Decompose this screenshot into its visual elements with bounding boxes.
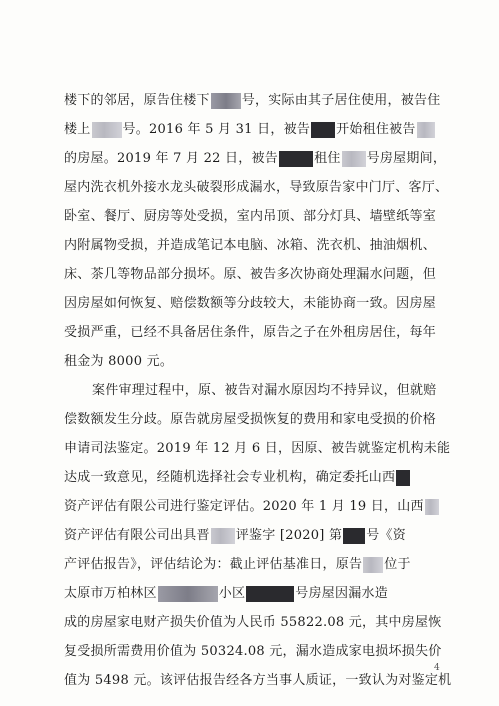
text-segment: 复受损所需费用价值为 50324.08 元，漏水造成家电损坏损失价 — [64, 644, 442, 659]
redaction-block — [211, 93, 241, 109]
redaction-block — [425, 499, 439, 515]
redaction-block — [211, 528, 235, 544]
text-line-20 — [64, 643, 442, 661]
redaction-block — [279, 151, 313, 167]
text-line-4 — [64, 179, 449, 197]
text-line-21 — [64, 672, 452, 690]
text-line-3 — [64, 150, 447, 168]
text-segment: 号。2016 年 5 月 31 日，被告 — [122, 122, 311, 137]
redaction-block — [158, 586, 218, 602]
text-line-11 — [92, 382, 436, 400]
text-segment: 号，实际由其子居住使用，被告住 — [241, 93, 441, 108]
text-segment: 评鉴字 [2020] 第 — [235, 528, 343, 543]
text-line-16 — [64, 527, 436, 545]
text-line-15 — [64, 498, 436, 516]
text-segment: 的房屋。2019 年 7 月 22 日，被告 — [64, 151, 279, 166]
text-line-6 — [64, 237, 436, 255]
text-segment: 号房屋期间， — [366, 151, 447, 166]
text-segment: 成的房屋家电财产损失价值为人民币 55822.08 元，其中房屋恢 — [64, 615, 442, 630]
text-segment: 值为 5498 元。该评估报告经各方当事人质证，一致认为对鉴定机 — [64, 673, 452, 688]
redaction-block — [92, 122, 122, 138]
text-segment: 楼下的邻居，原告住楼下 — [64, 93, 210, 108]
text-line-12 — [64, 411, 436, 429]
text-segment: 号《资 — [366, 528, 407, 543]
redaction-block — [363, 557, 383, 573]
redaction-block — [311, 122, 335, 138]
text-segment: 太原市万柏林区 — [64, 586, 157, 601]
text-segment: 产评估报告》，评估结论为：截止评估基准日，原告 — [64, 557, 363, 572]
text-segment: 案件审理过程中，原、被告对漏水原因均不持异议，但就赔 — [92, 383, 437, 398]
text-segment: 床、茶几等物品部分损坏。原、被告多次协商处理漏水问题，但 — [64, 267, 436, 282]
text-segment: 达成一致意见，经随机选择社会专业机构，确定委托山西 — [64, 470, 396, 485]
text-segment: 卧室、餐厅、厨房等处受损，室内吊顶、部分灯具、墙壁纸等室 — [64, 209, 436, 224]
text-line-13 — [64, 440, 451, 458]
text-segment: 号房屋因漏水造 — [295, 586, 389, 601]
text-line-10 — [64, 353, 436, 371]
text-line-9 — [64, 324, 436, 342]
text-segment: 因房屋如何恢复、赔偿数额等分歧较大，未能协商一致。因房屋 — [64, 296, 436, 311]
text-line-19 — [64, 614, 442, 632]
text-line-14 — [64, 469, 436, 487]
redaction-block — [396, 470, 410, 486]
text-segment: 楼上 — [64, 122, 91, 137]
redaction-block — [342, 151, 366, 167]
page-number: 4 — [434, 663, 440, 673]
text-segment: 资产评估有限公司进行鉴定评估。2020 年 1 月 19 日，山西 — [64, 499, 424, 514]
text-segment: 屋内洗衣机外接水龙头破裂形成漏水，导致原告家中门厅、客厅、 — [64, 180, 449, 195]
text-line-2 — [64, 121, 436, 139]
text-line-8 — [64, 295, 436, 313]
text-segment: 内附属物受损，并造成笔记本电脑、冰箱、洗衣机、抽油烟机、 — [64, 238, 436, 253]
redaction-block — [417, 122, 435, 138]
redaction-block — [246, 586, 294, 602]
text-segment: 受损严重，已经不具备居住条件，原告之子在外租房居住，每年 — [64, 325, 436, 340]
text-line-1 — [64, 92, 441, 110]
text-segment: 租住 — [314, 151, 341, 166]
text-segment: 申请司法鉴定。2019 年 12 月 6 日，因原、被告就鉴定机构未能 — [64, 441, 451, 456]
text-line-5 — [64, 208, 436, 226]
text-line-18 — [64, 585, 436, 603]
text-segment: 位于 — [384, 557, 411, 572]
text-segment: 偿数额发生分歧。原告就房屋受损恢复的费用和家电受损的价格 — [64, 412, 436, 427]
redaction-block — [343, 528, 365, 544]
text-line-7 — [64, 266, 436, 284]
text-segment: 开始租住被告 — [336, 122, 416, 137]
text-segment: 资产评估有限公司出具晋 — [64, 528, 210, 543]
text-segment: 租金为 8000 元。 — [64, 354, 174, 369]
text-segment: 小区 — [218, 586, 246, 601]
text-line-17 — [64, 556, 436, 574]
